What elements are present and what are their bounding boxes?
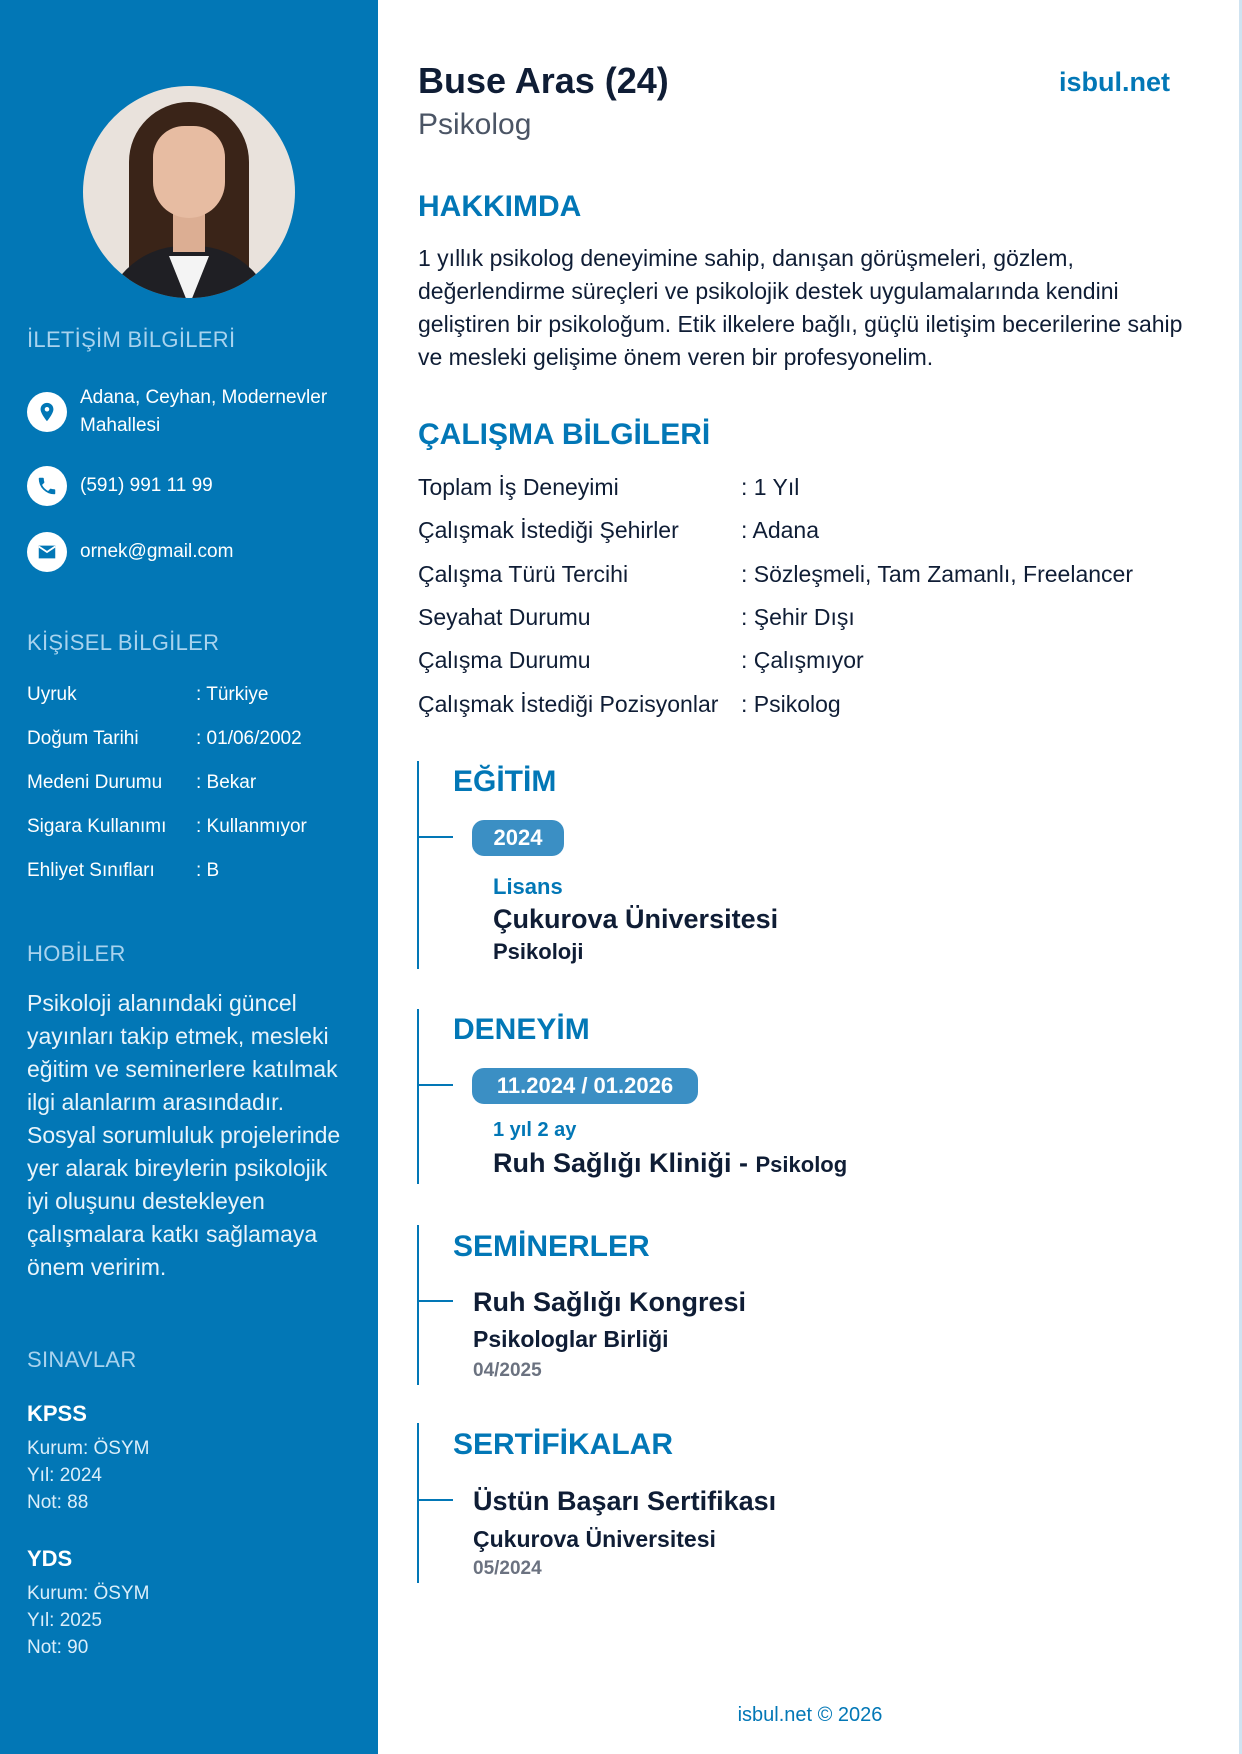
seminars-timeline-line — [417, 1225, 419, 1385]
hobbies-text: Psikoloji alanındaki güncel yayınları takip etmek, mesleki eğitim ve seminerlere katılmak ilgi alanlarım arasındadır. Sosyal sorumluluk projelerinde yer alarak bireylerin psikolojik iyi oluşunu destekleyen çalışmalara katkı sağlamaya önem veririm. — [27, 990, 341, 1280]
work-info-heading: ÇALIŞMA BİLGİLERİ — [418, 418, 711, 451]
contact-address — [27, 384, 360, 440]
candidate-name: Buse Aras (24) — [418, 60, 669, 101]
experience-timeline-tick — [417, 1084, 453, 1086]
exams-heading: SINAVLAR — [27, 1347, 137, 1372]
education-department: Psikoloji — [493, 939, 584, 964]
personal-label: Ehliyet Sınıfları — [27, 860, 155, 881]
profile-photo — [83, 86, 295, 298]
certificate-title: Üstün Başarı Sertifikası — [473, 1486, 777, 1516]
phone-icon — [27, 466, 67, 506]
exam-year: Yıl: 2024 — [27, 1465, 102, 1486]
personal-value: : B — [196, 860, 220, 881]
work-info-value: : Adana — [741, 517, 820, 543]
candidate-title: Psikolog — [418, 108, 532, 141]
experience-heading: DENEYİM — [453, 1013, 590, 1046]
seminar-date: 04/2025 — [473, 1360, 542, 1381]
phone-text: (591) 991 11 99 — [80, 475, 213, 496]
education-timeline-line — [417, 761, 419, 969]
personal-label: Uyruk — [27, 684, 77, 705]
work-info-value: : Sözleşmeli, Tam Zamanlı, Freelancer — [741, 561, 1133, 587]
work-info-row — [418, 517, 819, 544]
exam-name: KPSS — [27, 1401, 87, 1426]
location-pin-icon — [27, 392, 67, 432]
education-year-badge: 2024 — [472, 820, 564, 856]
personal-label: Medeni Durumu — [27, 772, 163, 793]
hobbies-heading: HOBİLER — [27, 941, 126, 966]
seminars-timeline-tick — [417, 1300, 453, 1302]
work-info-label: Çalışmak İstediği Şehirler — [418, 517, 679, 543]
footer-text: isbul.net © 2026 — [737, 1704, 883, 1726]
contact-email — [27, 532, 360, 572]
exam-score: Not: 90 — [27, 1637, 89, 1658]
work-info-label: Çalışma Türü Tercihi — [418, 561, 629, 587]
sidebar — [0, 0, 378, 1754]
seminars-heading: SEMİNERLER — [453, 1230, 650, 1263]
certificate-organization: Çukurova Üniversitesi — [473, 1526, 716, 1552]
personal-row — [27, 772, 256, 794]
experience-position: Psikolog — [755, 1152, 848, 1177]
exam-score: Not: 88 — [27, 1492, 89, 1513]
exam-institution: Kurum: ÖSYM — [27, 1438, 150, 1459]
work-info-row — [418, 474, 799, 501]
personal-value: : Bekar — [196, 772, 257, 793]
exam-year: Yıl: 2025 — [27, 1610, 102, 1631]
personal-row — [27, 816, 307, 838]
contact-phone — [27, 466, 360, 506]
personal-value: : 01/06/2002 — [196, 728, 302, 749]
contact-heading: İLETİŞİM BİLGİLERİ — [27, 327, 236, 352]
certificates-timeline-line — [417, 1423, 419, 1583]
work-info-row — [418, 691, 841, 718]
exam-institution: Kurum: ÖSYM — [27, 1583, 150, 1604]
work-info-label: Çalışmak İstediği Pozisyonlar — [418, 691, 719, 717]
personal-label: Sigara Kullanımı — [27, 816, 167, 837]
personal-row — [27, 860, 219, 882]
experience-timeline-line — [417, 1009, 419, 1184]
work-info-value: : Çalışmıyor — [741, 647, 864, 673]
brand-link[interactable]: isbul.net — [1059, 67, 1171, 97]
work-info-value: : Şehir Dışı — [741, 604, 855, 630]
personal-row — [27, 728, 302, 750]
certificates-heading: SERTİFİKALAR — [453, 1428, 673, 1461]
personal-label: Doğum Tarihi — [27, 728, 139, 749]
address-text: Adana, Ceyhan, Modernevler Mahallesi — [80, 387, 328, 436]
work-info-row — [418, 604, 855, 631]
education-school: Çukurova Üniversitesi — [493, 904, 779, 934]
work-info-label: Toplam İş Deneyimi — [418, 474, 619, 500]
about-heading: HAKKIMDA — [418, 190, 582, 223]
about-text: 1 yıllık psikolog deneyimine sahip, danışan görüşmeleri, gözlem, değerlendirme süreçleri ve psikolojik destek uygulamalarında kendini geliştiren bir psikoloğum. Etik ilkelere bağlı, güçlü iletişim becerilerine sahip ve mesleki gelişime önem veren bir profesyonelim. — [418, 245, 1183, 370]
personal-value: : Türkiye — [196, 684, 269, 705]
experience-company-line — [493, 1148, 847, 1179]
certificates-timeline-tick — [417, 1499, 453, 1501]
work-info-value: : Psikolog — [741, 691, 841, 717]
email-text: ornek@gmail.com — [80, 541, 234, 562]
work-info-label: Çalışma Durumu — [418, 647, 591, 673]
email-icon — [27, 532, 67, 572]
personal-row — [27, 684, 269, 706]
seminar-organization: Psikologlar Birliği — [473, 1326, 669, 1352]
education-degree: Lisans — [493, 874, 563, 899]
experience-period-badge: 11.2024 / 01.2026 — [472, 1068, 698, 1104]
exam-name: YDS — [27, 1546, 73, 1571]
seminar-title: Ruh Sağlığı Kongresi — [473, 1287, 747, 1317]
experience-duration: 1 yıl 2 ay — [493, 1119, 577, 1141]
education-heading: EĞİTİM — [453, 765, 557, 798]
personal-heading: KİŞİSEL BİLGİLER — [27, 630, 220, 655]
work-info-value: : 1 Yıl — [741, 474, 800, 500]
work-info-row — [418, 561, 1133, 588]
education-timeline-tick — [417, 836, 453, 838]
certificate-date: 05/2024 — [473, 1558, 542, 1579]
work-info-label: Seyahat Durumu — [418, 604, 591, 630]
personal-value: : Kullanmıyor — [196, 816, 307, 837]
work-info-row — [418, 647, 864, 674]
experience-company: Ruh Sağlığı Kliniği - — [493, 1148, 748, 1178]
